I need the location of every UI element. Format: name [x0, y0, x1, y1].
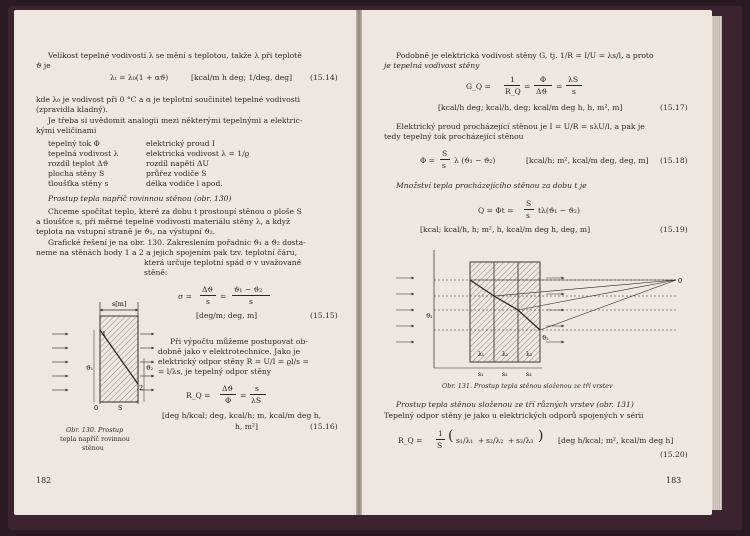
text-line: která určuje teplotní spád σ v uvažované — [144, 258, 302, 267]
paren-close: ) — [538, 428, 544, 444]
analogy-electric: průřez vodiče S — [146, 169, 207, 178]
text-line: dobně jako v elektrotechnice. Jako je — [158, 347, 301, 356]
equation-number: (15.17) — [660, 103, 688, 112]
fig-label-s2: s₂ — [502, 371, 508, 378]
fig-label-theta2: ϑ₂ — [146, 364, 154, 372]
figure-caption: Obr. 131. Prostup tepla stěnou složenou ze tří vrstev — [442, 382, 613, 390]
fraction-bar — [250, 394, 266, 395]
fig-label-lambda2: λ₂ — [502, 351, 509, 358]
text-line: Je třeba si uvědomit analogii mezi některými tepelnými a elektric- — [48, 116, 303, 125]
equation-body: tλ(ϑ₁ − ϑ₂) — [538, 206, 580, 215]
analogy-electric: elektrická vodivost λ = 1/ϱ — [146, 149, 250, 158]
page-number: 183 — [666, 476, 682, 485]
fraction-bar — [524, 209, 534, 210]
equals-sign: = — [240, 391, 247, 400]
fig-label-theta2: ϑ₂ — [542, 335, 549, 342]
equation-lhs: Φ = — [420, 156, 436, 165]
equation-units: [kcal; kcal/h, h; m², h, kcal/m deg h, deg, m] — [420, 225, 591, 234]
frac-num: Δϑ — [202, 285, 213, 294]
equation-lhs: R_Q = — [398, 436, 423, 445]
fraction-bar — [534, 85, 552, 86]
text-line: elektrický odpor stěny R = U/I = ϱl/s = — [158, 357, 309, 366]
frac-den: Φ — [225, 396, 232, 405]
text-line: Podobně je elektrická vodivost stěny G, tj. 1/R = I/U = λs/l, a proto — [396, 51, 654, 60]
text-line: teplota na vstupní straně je ϑ₁, na výstupní ϑ₂. — [36, 227, 216, 236]
frac-num: Φ — [540, 75, 547, 84]
equation-units: [kcal/m h deg; 1/deg, deg] — [191, 73, 293, 82]
text-line: Tepelný odpor stěny je jako u elektrických odporů spojených v sérii — [384, 411, 644, 420]
sum-term: s₂/λ₂ — [486, 436, 504, 445]
analogy-thermal: tepelná vodivost λ — [48, 149, 119, 158]
frac-num: S — [526, 199, 532, 208]
text-line: Grafické řešení je na obr. 130. Zakreslením pořadnic ϑ₁ a ϑ₂ dosta- — [48, 238, 306, 247]
text-line: Množství tepla procházejícího stěnou za dobu t je — [396, 181, 587, 190]
text-line: Velikost tepelné vodivosti λ se mění s teplotou, takže λ při teplotě — [48, 51, 302, 60]
text-line: Při výpočtu můžeme postupovat ob- — [170, 337, 308, 346]
frac-num: 1 — [510, 75, 515, 84]
figure-caption: stěnou — [82, 444, 104, 452]
frac-num: ϑ₁ − ϑ₂ — [234, 285, 263, 294]
equation-lhs: σ = — [178, 292, 192, 301]
equation-number: (15.20) — [660, 450, 688, 459]
frac-num: S — [442, 149, 448, 158]
text-line: (zpravidla kladný). — [36, 105, 108, 114]
equation-units: [kcal/h deg; kcal/h, deg; kcal/m deg h, h, m², m] — [438, 103, 623, 112]
equation-units: h, m²] — [235, 422, 258, 431]
equation-number: (15.14) — [310, 73, 338, 82]
right-page — [362, 10, 712, 515]
equation-number: (15.16) — [310, 422, 338, 431]
figure-caption: tepla napříč rovinnou — [60, 435, 130, 443]
frac-num: 1 — [438, 429, 443, 438]
fig-label-s3: s₃ — [526, 371, 532, 378]
equation-units: [deg h/kcal; m², kcal/m deg h] — [558, 436, 674, 445]
frac-num: s — [255, 384, 259, 393]
fraction-bar — [566, 85, 582, 86]
text-line: = l/λs, je tepelný odpor stěny — [158, 367, 272, 376]
equation-lhs: R_Q = — [186, 391, 211, 400]
fig-label-s: s[m] — [112, 300, 127, 308]
equation-units: [kcal/h; m², kcal/m deg, deg, m] — [526, 156, 649, 165]
analogy-thermal: tloušťka stěny s — [48, 179, 109, 188]
plus-sign: + — [478, 436, 485, 445]
fig-label-lambda1: λ₁ — [478, 351, 485, 358]
analogy-thermal: rozdíl teplot Δϑ — [48, 159, 109, 168]
fraction-bar — [440, 159, 450, 160]
fraction-bar — [232, 295, 270, 296]
text-line: je tepelná vodivost stěny — [384, 61, 480, 70]
text-line: Chceme spočítat teplo, které za dobu t prostoupí stěnou o ploše S — [48, 207, 302, 216]
fig-label-lambda3: λ₃ — [526, 351, 533, 358]
frac-den: s — [526, 211, 530, 220]
text-line: tedy tepelný tok procházející stěnou — [384, 132, 524, 141]
text-line: neme na stěnách body 1 a 2 a jejich spojením pak tzv. teplotní čáru, — [36, 248, 297, 257]
figure-130 — [28, 272, 158, 422]
analogy-thermal: tepelný tok Φ — [48, 139, 100, 148]
equation-number: (15.18) — [660, 156, 688, 165]
sum-term: s₁/λ₁ — [456, 436, 474, 445]
analogy-electric: délka vodiče l apod. — [146, 179, 223, 188]
section-heading: Prostup tepla stěnou složenou ze tří různých vrstev (obr. 131) — [396, 400, 634, 409]
fraction-bar — [220, 394, 236, 395]
fig-label-theta1: ϑ₁ — [426, 313, 433, 320]
text-line: kými veličinami — [36, 126, 97, 135]
left-page — [14, 10, 356, 515]
figure-caption: Obr. 130. Prostup — [66, 426, 124, 434]
fig-label-S: S — [118, 404, 123, 412]
frac-den: λS — [251, 396, 262, 405]
frac-den: S — [437, 441, 443, 450]
equation-number: (15.15) — [310, 311, 338, 320]
analogy-electric: rozdíl napětí ΔU — [146, 159, 209, 168]
text-line: Elektrický proud procházející stěnou je I = U/R = sλU/l, a pak je — [396, 122, 645, 131]
frac-den: R_Q — [505, 87, 521, 96]
fig-label-s1: s₁ — [478, 371, 484, 378]
fig-label-point1: 1 — [102, 330, 107, 338]
equals-sign: = — [524, 82, 531, 91]
equation-number: (15.19) — [660, 225, 688, 234]
paren-open: ( — [448, 428, 454, 444]
frac-den: s — [442, 161, 446, 170]
analogy-thermal: plocha stěny S — [48, 169, 105, 178]
equation-body: λ (ϑ₁ − ϑ₂) — [454, 156, 496, 165]
page-number: 182 — [36, 476, 52, 485]
fig-label-theta1: ϑ₁ — [86, 364, 94, 372]
fraction-bar — [504, 85, 520, 86]
equals-sign: = — [556, 82, 563, 91]
frac-den: s — [206, 297, 210, 306]
frac-den: Δϑ — [536, 87, 547, 96]
equals-sign: = — [220, 292, 227, 301]
equation-lhs: Q = Φt = — [478, 206, 514, 215]
frac-den: s — [572, 87, 576, 96]
equation-lhs: G_Q = — [466, 82, 491, 91]
text-line: stěně: — [144, 268, 168, 277]
frac-den: s — [249, 297, 253, 306]
frac-num: λS — [568, 75, 579, 84]
fraction-bar — [436, 439, 445, 440]
text-line: kde λ₀ je vodivost při 0 °C a α je teplotní součinitel tepelné vodivosti — [36, 95, 301, 104]
section-heading: Prostup tepla napříč rovinnou stěnou (obr. 130) — [48, 194, 232, 203]
equation-units: [deg/m; deg, m] — [196, 311, 258, 320]
fig-label-point2: 2 — [139, 384, 144, 392]
fig-label-zero: 0 — [94, 404, 99, 412]
page-edges — [712, 16, 722, 510]
text-line: a tloušťce s, při měrné tepelné vodivosti materiálu stěny λ, a když — [36, 217, 291, 226]
text-line: ϑ je — [36, 61, 51, 70]
fig-label-zero: 0 — [678, 277, 683, 285]
plus-sign: + — [508, 436, 515, 445]
sum-term: s₃/λ₃ — [516, 436, 534, 445]
figure-131 — [390, 240, 690, 382]
fraction-bar — [200, 295, 216, 296]
analogy-electric: elektrický proud I — [146, 139, 215, 148]
equation-15-14: λₜ = λ₀(1 + αϑ) — [110, 73, 169, 82]
frac-num: Δϑ — [222, 384, 233, 393]
equation-units: [deg h/kcal; deg, kcal/h; m, kcal/m deg h, — [162, 411, 322, 420]
